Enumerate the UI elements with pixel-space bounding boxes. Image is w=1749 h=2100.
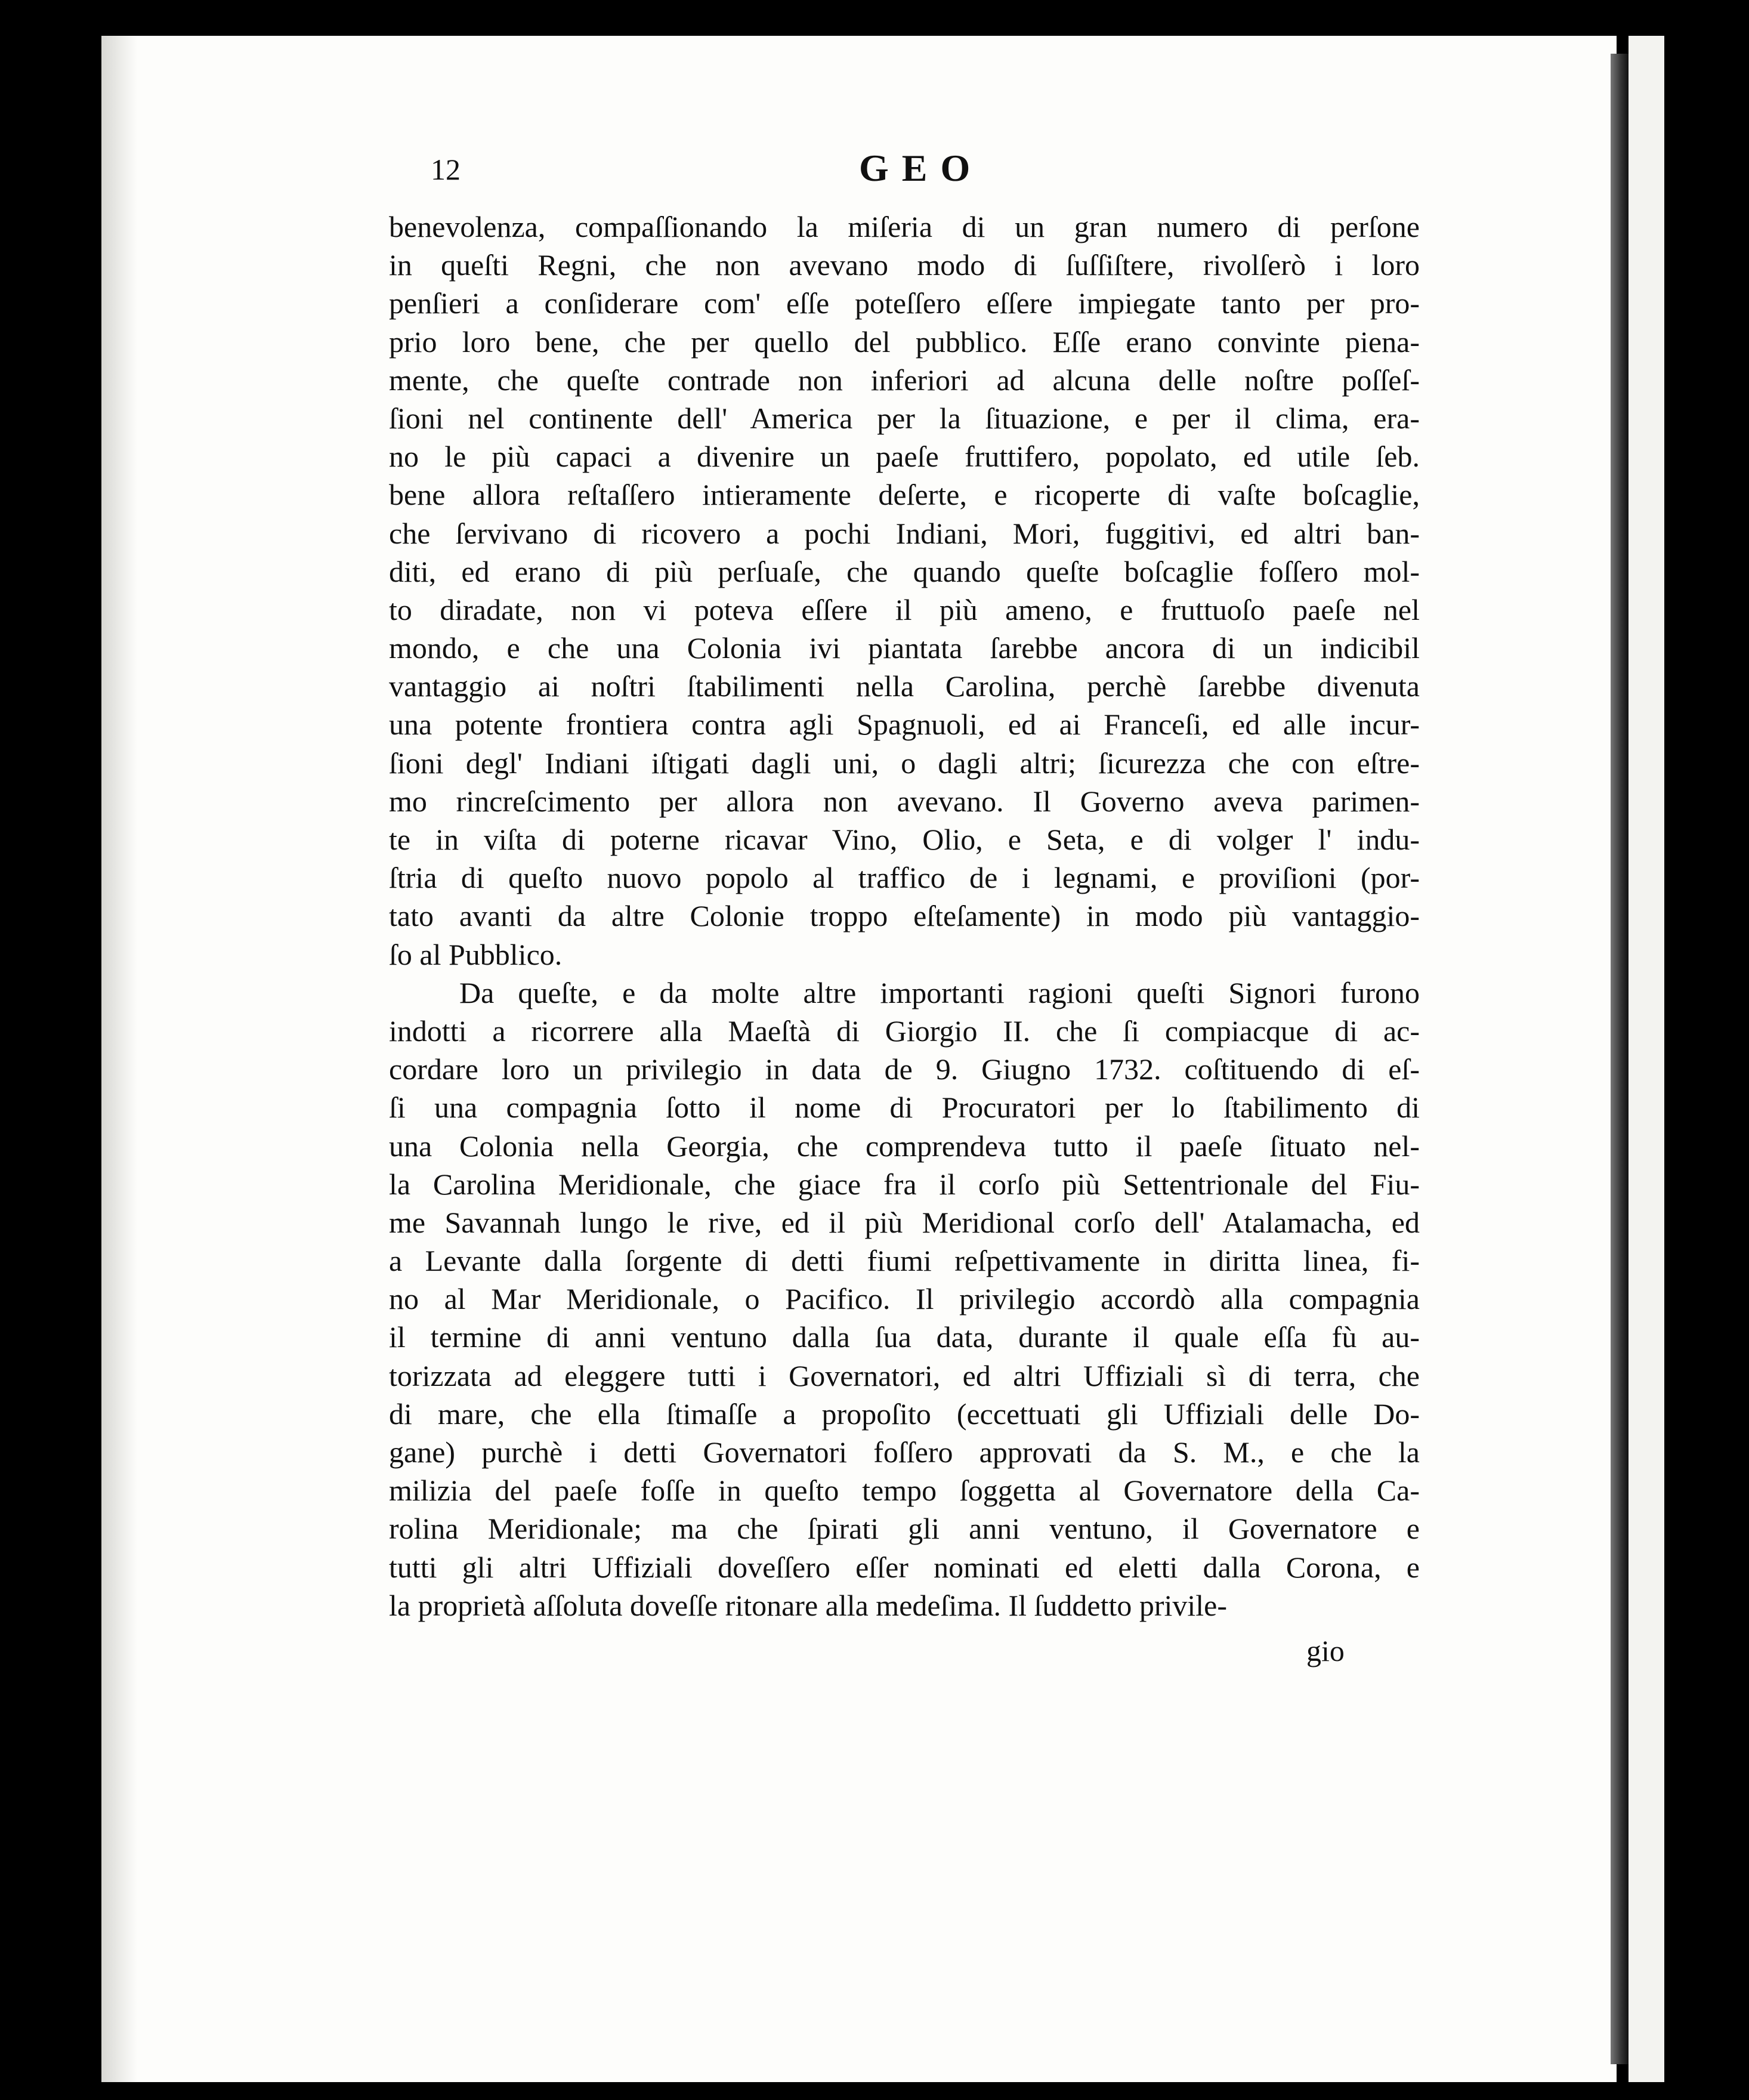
text-line: no le più capaci a divenire un paeſe fruttifero, popolato, ed utile ſeb.	[389, 440, 1420, 474]
text-line: mo rincreſcimento per allora non avevano. Il Governo aveva parimen-	[389, 784, 1420, 818]
text-line: vantaggio ai noſtri ſtabilimenti nella Carolina, perchè ſarebbe divenuta	[389, 669, 1420, 703]
text-line: ſo al Pubblico.	[389, 937, 563, 971]
text-line: mondo, e che una Colonia ivi piantata ſarebbe ancora di un indicibil	[389, 631, 1420, 665]
text-line: gane) purchè i detti Governatori foſſero approvati da S. M., e che la	[389, 1435, 1420, 1469]
text-line: la Carolina Meridionale, che giace fra il corſo più Settentrionale del Fiu-	[389, 1167, 1420, 1201]
page-edge-shadow	[1611, 54, 1629, 2064]
text-line: di mare, che ella ſtimaſſe a propoſito (eccettuati gli Uffiziali delle Do-	[389, 1397, 1420, 1431]
text-line: in queſti Regni, che non avevano modo di ſuſſiſtere, rivolſerò i loro	[389, 248, 1420, 282]
text-line: ſioni degl' Indiani iſtigati dagli uni, o dagli altri; ſicurezza che con eſtre-	[389, 746, 1420, 780]
text-line: ſi una compagnia ſotto il nome di Procuratori per lo ſtabilimento di	[389, 1091, 1420, 1125]
paragraph-1	[389, 208, 1420, 974]
text-line: no al Mar Meridionale, o Pacifico. Il privilegio accordò alla compagnia	[389, 1282, 1420, 1316]
paragraph-2	[389, 974, 1420, 1625]
text-line: penſieri a conſiderare com' eſſe poteſſero eſſere impiegate tanto per pro-	[389, 286, 1420, 320]
text-line: una Colonia nella Georgia, che comprendeva tutto il paeſe ſituato nel-	[389, 1129, 1420, 1163]
text-line: Da queſte, e da molte altre importanti ragioni queſti Signori furono	[459, 975, 1420, 1009]
text-line: che ſervivano di ricovero a pochi Indiani, Mori, fuggitivi, ed altri ban-	[389, 516, 1420, 550]
text-line: la proprietà aſſoluta doveſſe ritonare alla medeſima. Il ſuddetto privile-	[389, 1588, 1228, 1622]
text-line: torizzata ad eleggere tutti i Governatori, ed altri Uffiziali sì di terra, che	[389, 1358, 1420, 1392]
text-line: me Savannah lungo le rive, ed il più Meridional corſo dell' Atalamacha, ed	[389, 1205, 1420, 1239]
text-line: ſioni nel continente dell' America per la ſituazione, e per il clima, era-	[389, 401, 1420, 435]
text-line: una potente frontiera contra agli Spagnuoli, ed ai Franceſi, ed alle incur-	[389, 708, 1420, 742]
text-line: bene allora reſtaſſero intieramente deſerte, e ricoperte di vaſte boſcaglie,	[389, 478, 1420, 512]
text-line: tato avanti da altre Colonie troppo eſteſamente) in modo più vantaggio-	[389, 899, 1420, 933]
text-line: milizia del paeſe foſſe in queſto tempo ſoggetta al Governatore della Ca-	[389, 1474, 1420, 1508]
headword: GEO	[859, 147, 984, 189]
catchword: gio	[1306, 1634, 1345, 1667]
body-text	[389, 208, 1420, 1625]
text-line: ſtria di queſto nuovo popolo al traffico de i legnami, e proviſioni (por-	[389, 861, 1420, 895]
text-line: tutti gli altri Uffiziali doveſſero eſſer nominati ed eletti dalla Corona, e	[389, 1550, 1420, 1584]
binding-gutter	[101, 36, 137, 2082]
text-line: cordare loro un privilegio in data de 9. Giugno 1732. coſtituendo di eſ-	[389, 1052, 1420, 1086]
text-line: prio loro bene, che per quello del pubblico. Eſſe erano convinte piena-	[389, 325, 1420, 359]
text-line: indotti a ricorrere alla Maeſtà di Giorgio II. che ſi compiacque di ac-	[389, 1014, 1420, 1048]
text-line: mente, che queſte contrade non inferiori ad alcuna delle noſtre poſſeſ-	[389, 363, 1420, 397]
page-number: 12	[431, 153, 461, 186]
text-line: il termine di anni ventuno dalla ſua data, durante il quale eſſa fù au-	[389, 1320, 1420, 1354]
adjacent-page-strip	[1629, 36, 1664, 2082]
text-line: a Levante dalla ſorgente di detti fiumi reſpettivamente in diritta linea, fi-	[389, 1244, 1420, 1278]
text-line: rolina Meridionale; ma che ſpirati gli anni ventuno, il Governatore e	[389, 1512, 1420, 1546]
text-line: diti, ed erano di più perſuaſe, che quando queſte boſcaglie foſſero mol-	[389, 554, 1420, 588]
text-line: benevolenza, compaſſionando la miſeria di un gran numero di perſone	[389, 210, 1420, 243]
text-line: te in viſta di poterne ricavar Vino, Olio, e Seta, e di volger l' indu-	[389, 823, 1420, 856]
text-line: to diradate, non vi poteva eſſere il più ameno, e fruttuoſo paeſe nel	[389, 592, 1420, 626]
